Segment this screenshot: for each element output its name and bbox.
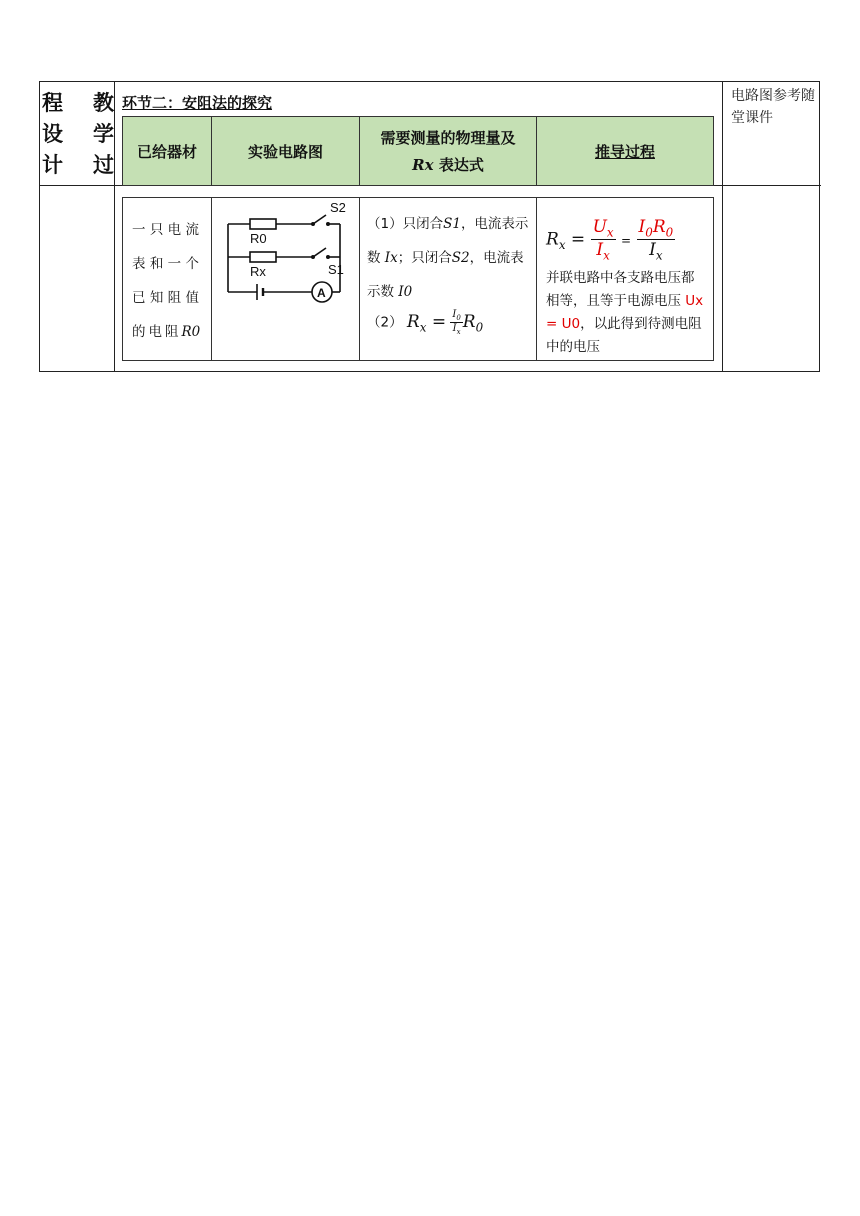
circuit-diagram	[213, 199, 359, 309]
materials-r0: R0	[181, 324, 201, 340]
switch-s1	[313, 248, 326, 257]
label-s2: S2	[330, 200, 346, 215]
lesson-table	[39, 81, 820, 372]
label-s1: S1	[328, 262, 344, 277]
header-circuit: 实验电路图	[212, 117, 360, 186]
materials-text: 一只电流表和一个已知阻值的电阻	[132, 222, 202, 340]
header-derivation: 推导过程	[537, 117, 714, 186]
label-ammeter: A	[317, 286, 326, 300]
header-materials: 已给器材	[123, 117, 212, 186]
derivation-formula: $R_x$ = $\frac{U_x}{I_x}$ = $\frac{I_0R_0}{I_x}$	[546, 217, 674, 263]
label-rx: Rx	[250, 264, 266, 279]
resistor-r0	[250, 219, 276, 229]
stage-title: 环节二：安阻法的探究	[122, 94, 273, 112]
quantities-cell: （1）只闭合S1，电流表示数 Ix；只闭合S2，电流表示数 I0 （2） $R_x$ = $\frac{I_0}{I_x}$ $R_0$	[360, 198, 537, 361]
derivation-text: 并联电路中各支路电压都相等，且等于电源电压 Ux = U0，以此得到待测电阻中的电压	[546, 269, 704, 355]
materials-cell	[123, 198, 212, 361]
derivation-cell	[537, 198, 714, 361]
header-quantities: 需要测量的物理量及 Rx 表达式	[360, 117, 537, 186]
circuit-cell	[212, 198, 360, 361]
side-label: 程 教 设 学 计 过	[42, 91, 114, 177]
header-table	[122, 116, 714, 186]
side-note: 电路图参考随堂课件	[731, 88, 815, 126]
content-table	[122, 197, 714, 361]
column-divider	[114, 82, 115, 371]
resistor-rx	[250, 252, 276, 262]
formula-rx: （2） $R_x$ = $\frac{I_0}{I_x}$ $R_0$	[367, 309, 484, 336]
column-divider	[722, 82, 723, 371]
label-r0: R0	[250, 231, 267, 246]
switch-s2	[313, 215, 326, 224]
